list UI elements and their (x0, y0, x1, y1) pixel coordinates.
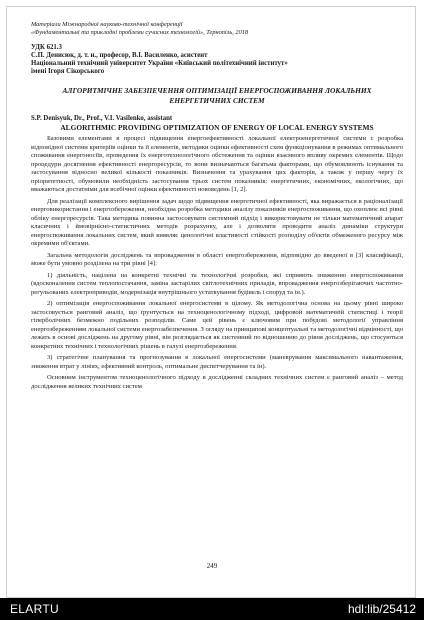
article-title-english: ALGORITHMIC PROVIDING OPTIMIZATION OF ENERGY OF LOCAL ENERGY SYSTEMS (60, 123, 374, 132)
institution-line-1: Національний технічний університет України «Київський політехнічний інститут» (31, 60, 288, 68)
document-page (6, 6, 416, 598)
conference-header-line-2: «Фундаментальні та прикладні проблеми сучасних технологій», Тернопіль, 2018 (31, 28, 249, 36)
article-title-ukrainian: АЛГОРИТМІЧНЕ ЗАБЕЗПЕЧЕННЯ ОПТИМІЗАЦІЇ ЕНЕРГОСПОЖИВАННЯ ЛОКАЛЬНИХ ЕНЕРГЕТИЧНИХ СИСТЕМ (62, 86, 372, 105)
udk-code: УДК 621.3 (31, 43, 62, 51)
repository-name-link[interactable]: ELARTU (10, 602, 59, 616)
conference-header-line-1: Матеріали Міжнародної науково-технічної конференції (31, 21, 183, 28)
body-paragraph: 1) діяльність, націлена на конкретні технічні та технологічні розробки, які сприяють зниженню енергоспоживання (вдосконалення систем теплопостачання, заміна застарілих світлотехнічних приладів, впровадження енергозберігаючих частотно-регульованих електроприводів, модернізація внутрішнього устаткування будівель і споруд та ін.). (31, 271, 403, 296)
body-paragraph: Базовими елементами в процесі підвищення енергоефективності локальної електроенергетичної системи є розробка відповідної системи критеріїв оцінки та її елементів, методики оцінки ефективності схем функціонування в режимах оптимального споживання енергоносіїв, проведення їх енерготехнологічного обстеження та оцінки взаємного впливу окремих елементів. Щодо процедури досягнення ефективності енергоресурсів, то вони визначаються багатьма факторами, що обумовлюють існування та застосування відносно великої кількості показників. Визначення та урахування цих факторів, а також у першу чергу їх пріоритетності, обумовили необхідність застосування трьох систем показників: енергетичних, економічних, екологічних, що вважаються достатніми для всебічної оцінки ефективності нововедень [1, 2]. (31, 135, 403, 194)
institution-line-2: імені Ігоря Сікорського (31, 68, 105, 76)
repository-footer-bar (0, 598, 424, 620)
handle-identifier-link[interactable]: hdl:lib/25412 (347, 602, 416, 616)
authors-english: S.P. Denisyuk, Dr., Prof., V.I. Vasilenko, assistant (31, 114, 173, 122)
page-content (31, 21, 403, 391)
body-paragraph: Для реалізації комплексного вирішення задач щодо підвищення енергетичної ефективності, яка виражається в раціоналізації енерговикористання і енергозбереження, необхідна розробка методики аналізу показників енергоспоживання, що охоплює всі рівні обліку енергоресурсів. Така методика повинна застосовувати системний підхід і використовувати не тільки математичний апарат класичних і ймовірнісно-статистичних методів розрахунку, але і дозволяти проводити аналіз динаміки структури енергоспоживання локальних систем, який виявляє ценологічні властивості стійкості розподілу об'єктів обмеженого ресурсу між окремими об'єктами. (31, 197, 403, 248)
page-number: 249 (206, 562, 218, 570)
body-paragraph: 2) оптимізація енергоспоживання локальної енергосистеми в цілому. Як методологічна основа на цьому рівні широко застосовується ранговий аналіз, що ґрунтується на техноценологічному підході, цифровой математичній статистиці і теорії гіперболічних безмежно подільних розподілів. Саме цей рівень є ключовим при побудові методології управління енергозбереженням локальної системи енергозабезпечення. З огляду на принципові концептуальні та методологічні відмінності, що лежать в основі досліджень на другому рівні, він розглядається як системний по відношенню до рівня досліджень, що стосуються конкретних технічних і технологічних рішень в галузі енергозбереження. (31, 300, 403, 350)
body-paragraph: 3) стратегічне планування та прогнозування в локальної енергосистеми (маневрування максимального навантаження, зниження втрат у лініях, ефективний контроль, оптимальне диспетчерування та ін). (31, 354, 403, 370)
body-paragraph: Загальна методологія досліджень та впровадження в області енергозбереження, відповідно до введеної в [3] класифікації, може бути умовно розділена на три рівні [4]: (31, 251, 403, 268)
authors-ukrainian: С.П. Денисюк, д. т. н., професор, В.І. Василенко, асистент (31, 51, 208, 59)
body-paragraph: Основним інструментом техноценологічного підходу в дослідженні складних технічних систем є ранговий аналіз – метод дослідження великих технічних систем (31, 374, 403, 390)
